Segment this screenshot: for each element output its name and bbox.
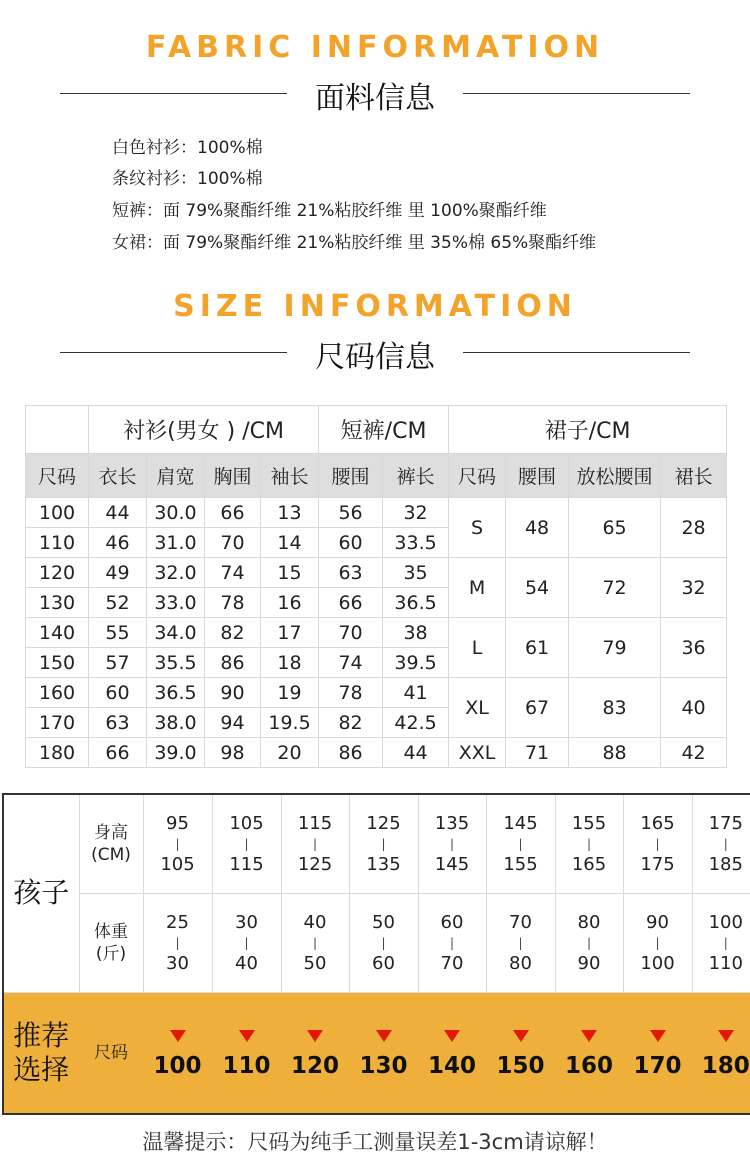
skirt-cell: 67 bbox=[506, 678, 569, 738]
table-cell: 39.0 bbox=[147, 738, 205, 768]
recommended-size: 100 bbox=[153, 1052, 202, 1079]
skirt-cell: L bbox=[449, 618, 506, 678]
recommended-size: 120 bbox=[290, 1052, 339, 1079]
table-cell: 30.0 bbox=[147, 498, 205, 528]
down-arrow-icon bbox=[650, 1030, 666, 1042]
down-arrow-icon bbox=[718, 1030, 734, 1042]
table-cell: 63 bbox=[319, 558, 383, 588]
range-cell: 175 | 185 bbox=[692, 794, 750, 893]
table-cell: 13 bbox=[261, 498, 319, 528]
skirt-cell: 71 bbox=[506, 738, 569, 768]
table-cell: 130 bbox=[26, 588, 89, 618]
skirt-cell: XL bbox=[449, 678, 506, 738]
table-cell: 39.5 bbox=[383, 648, 449, 678]
range-cell: 135 | 145 bbox=[418, 794, 486, 893]
table-cell: 74 bbox=[319, 648, 383, 678]
range-cell: 95 | 105 bbox=[143, 794, 212, 893]
recommended-size-cell bbox=[281, 992, 349, 1114]
down-arrow-icon bbox=[444, 1030, 460, 1042]
skirt-cell: 72 bbox=[569, 558, 661, 618]
skirt-cell: 48 bbox=[506, 498, 569, 558]
column-header: 衣长 bbox=[89, 454, 147, 498]
table-cell: 140 bbox=[26, 618, 89, 648]
table-cell: 41 bbox=[383, 678, 449, 708]
recommended-size: 150 bbox=[496, 1052, 545, 1079]
down-arrow-icon bbox=[307, 1030, 323, 1042]
skirt-cell: 65 bbox=[569, 498, 661, 558]
fabric-title-cn: 面料信息 bbox=[315, 81, 435, 116]
table-cell: 38.0 bbox=[147, 708, 205, 738]
table-cell: 86 bbox=[319, 738, 383, 768]
range-cell: 25 | 30 bbox=[143, 893, 212, 992]
table-cell: 180 bbox=[26, 738, 89, 768]
down-arrow-icon bbox=[376, 1030, 392, 1042]
column-header: 腰围 bbox=[319, 454, 383, 498]
table-cell: 82 bbox=[319, 708, 383, 738]
measurement-tip: 温馨提示：尺码为纯手工测量误差1-3cm请谅解！ bbox=[142, 1130, 608, 1154]
recommended-size: 130 bbox=[359, 1052, 408, 1079]
fabric-line: 女裙：面 79%聚酯纤维 21%粘胶纤维 里 35%棉 65%聚酯纤维 bbox=[112, 233, 597, 253]
table-cell: 90 bbox=[205, 678, 261, 708]
recommended-size-cell bbox=[555, 992, 623, 1114]
recommended-size-cell bbox=[418, 992, 486, 1114]
weight-label: 体重 (斤) bbox=[79, 893, 143, 992]
table-cell: 56 bbox=[319, 498, 383, 528]
table-cell: 100 bbox=[26, 498, 89, 528]
fabric-title-en: FABRIC INFORMATION bbox=[145, 30, 605, 65]
table-cell: 160 bbox=[26, 678, 89, 708]
size-title-cn: 尺码信息 bbox=[315, 340, 435, 375]
recommended-size: 160 bbox=[564, 1052, 613, 1079]
table-row bbox=[26, 498, 727, 528]
range-cell: 165 | 175 bbox=[623, 794, 692, 893]
table-cell: 82 bbox=[205, 618, 261, 648]
table-cell: 70 bbox=[205, 528, 261, 558]
table-cell: 14 bbox=[261, 528, 319, 558]
table-cell: 170 bbox=[26, 708, 89, 738]
table-cell: 38 bbox=[383, 618, 449, 648]
table-cell: 19 bbox=[261, 678, 319, 708]
recommended-size: 170 bbox=[633, 1052, 682, 1079]
recommended-size: 110 bbox=[222, 1052, 271, 1079]
divider bbox=[463, 352, 690, 353]
skirt-cell: 54 bbox=[506, 558, 569, 618]
skirt-cell: 88 bbox=[569, 738, 661, 768]
table-row bbox=[26, 678, 727, 708]
table-row bbox=[26, 738, 727, 768]
table-cell: 57 bbox=[89, 648, 147, 678]
table-cell: 46 bbox=[89, 528, 147, 558]
skirt-cell: S bbox=[449, 498, 506, 558]
column-header: 尺码 bbox=[449, 454, 506, 498]
table-cell: 110 bbox=[26, 528, 89, 558]
recommended-size-cell bbox=[692, 992, 750, 1114]
recommended-size-cell bbox=[486, 992, 555, 1114]
table-cell: 66 bbox=[89, 738, 147, 768]
skirt-cell: 32 bbox=[661, 558, 727, 618]
skirt-group-header: 裙子/CM bbox=[449, 406, 727, 454]
column-header: 裤长 bbox=[383, 454, 449, 498]
table-cell: 66 bbox=[205, 498, 261, 528]
range-cell: 40 | 50 bbox=[281, 893, 349, 992]
recommend-title: 推荐 选择 bbox=[3, 992, 79, 1114]
range-cell: 100 | 110 bbox=[692, 893, 750, 992]
recommended-size-cell bbox=[212, 992, 281, 1114]
down-arrow-icon bbox=[170, 1030, 186, 1042]
table-cell: 94 bbox=[205, 708, 261, 738]
skirt-cell: 83 bbox=[569, 678, 661, 738]
table-cell: 35 bbox=[383, 558, 449, 588]
table-cell: 36.5 bbox=[383, 588, 449, 618]
range-cell: 105 | 115 bbox=[212, 794, 281, 893]
column-header: 袖长 bbox=[261, 454, 319, 498]
kids-size-guide bbox=[2, 793, 750, 1115]
table-cell: 78 bbox=[205, 588, 261, 618]
table-cell: 86 bbox=[205, 648, 261, 678]
range-cell: 145 | 155 bbox=[486, 794, 555, 893]
table-cell: 16 bbox=[261, 588, 319, 618]
divider bbox=[463, 93, 690, 94]
skirt-cell: 79 bbox=[569, 618, 661, 678]
recommended-size-cell bbox=[143, 992, 212, 1114]
table-cell: 32 bbox=[383, 498, 449, 528]
range-cell: 50 | 60 bbox=[349, 893, 418, 992]
fabric-line: 白色衬衫：100%棉 bbox=[112, 138, 263, 158]
table-cell: 70 bbox=[319, 618, 383, 648]
skirt-cell: 36 bbox=[661, 618, 727, 678]
column-header: 胸围 bbox=[205, 454, 261, 498]
recommended-size-cell bbox=[623, 992, 692, 1114]
table-cell: 66 bbox=[319, 588, 383, 618]
fabric-line: 短裤：面 79%聚酯纤维 21%粘胶纤维 里 100%聚酯纤维 bbox=[112, 201, 547, 221]
skirt-cell: XXL bbox=[449, 738, 506, 768]
shorts-group-header: 短裤/CM bbox=[319, 406, 449, 454]
header-blank bbox=[26, 406, 89, 454]
range-cell: 80 | 90 bbox=[555, 893, 623, 992]
fabric-line: 条纹衬衫：100%棉 bbox=[112, 169, 263, 189]
table-cell: 98 bbox=[205, 738, 261, 768]
table-cell: 120 bbox=[26, 558, 89, 588]
table-cell: 150 bbox=[26, 648, 89, 678]
skirt-cell: M bbox=[449, 558, 506, 618]
table-cell: 49 bbox=[89, 558, 147, 588]
table-cell: 32.0 bbox=[147, 558, 205, 588]
height-label: 身高 (CM) bbox=[79, 794, 143, 893]
skirt-cell: 61 bbox=[506, 618, 569, 678]
range-cell: 125 | 135 bbox=[349, 794, 418, 893]
recommended-size: 140 bbox=[427, 1052, 476, 1079]
table-cell: 55 bbox=[89, 618, 147, 648]
size-title-en: SIZE INFORMATION bbox=[173, 289, 577, 324]
skirt-cell: 28 bbox=[661, 498, 727, 558]
table-cell: 20 bbox=[261, 738, 319, 768]
range-cell: 115 | 125 bbox=[281, 794, 349, 893]
table-cell: 31.0 bbox=[147, 528, 205, 558]
column-header: 尺码 bbox=[26, 454, 89, 498]
recommended-size-cell bbox=[349, 992, 418, 1114]
table-cell: 36.5 bbox=[147, 678, 205, 708]
shirt-group-header: 衬衫(男女 ) /CM bbox=[89, 406, 319, 454]
column-header: 放松腰围 bbox=[569, 454, 661, 498]
down-arrow-icon bbox=[239, 1030, 255, 1042]
table-row bbox=[26, 558, 727, 588]
kids-row-title: 孩子 bbox=[3, 794, 79, 992]
table-row bbox=[26, 618, 727, 648]
down-arrow-icon bbox=[513, 1030, 529, 1042]
size-table bbox=[25, 405, 727, 768]
column-header: 肩宽 bbox=[147, 454, 205, 498]
range-cell: 155 | 165 bbox=[555, 794, 623, 893]
table-cell: 78 bbox=[319, 678, 383, 708]
table-cell: 42.5 bbox=[383, 708, 449, 738]
table-cell: 17 bbox=[261, 618, 319, 648]
range-cell: 60 | 70 bbox=[418, 893, 486, 992]
table-cell: 33.0 bbox=[147, 588, 205, 618]
column-header: 腰围 bbox=[506, 454, 569, 498]
skirt-cell: 42 bbox=[661, 738, 727, 768]
skirt-cell: 40 bbox=[661, 678, 727, 738]
table-cell: 18 bbox=[261, 648, 319, 678]
table-cell: 44 bbox=[383, 738, 449, 768]
down-arrow-icon bbox=[581, 1030, 597, 1042]
table-cell: 19.5 bbox=[261, 708, 319, 738]
table-cell: 74 bbox=[205, 558, 261, 588]
recommended-size: 180 bbox=[701, 1052, 750, 1079]
table-cell: 15 bbox=[261, 558, 319, 588]
size-label: 尺码 bbox=[79, 992, 143, 1114]
table-cell: 34.0 bbox=[147, 618, 205, 648]
table-cell: 60 bbox=[319, 528, 383, 558]
table-cell: 60 bbox=[89, 678, 147, 708]
table-cell: 52 bbox=[89, 588, 147, 618]
range-cell: 30 | 40 bbox=[212, 893, 281, 992]
table-cell: 63 bbox=[89, 708, 147, 738]
table-cell: 35.5 bbox=[147, 648, 205, 678]
range-cell: 90 | 100 bbox=[623, 893, 692, 992]
column-header: 裙长 bbox=[661, 454, 727, 498]
range-cell: 70 | 80 bbox=[486, 893, 555, 992]
table-cell: 44 bbox=[89, 498, 147, 528]
table-cell: 33.5 bbox=[383, 528, 449, 558]
